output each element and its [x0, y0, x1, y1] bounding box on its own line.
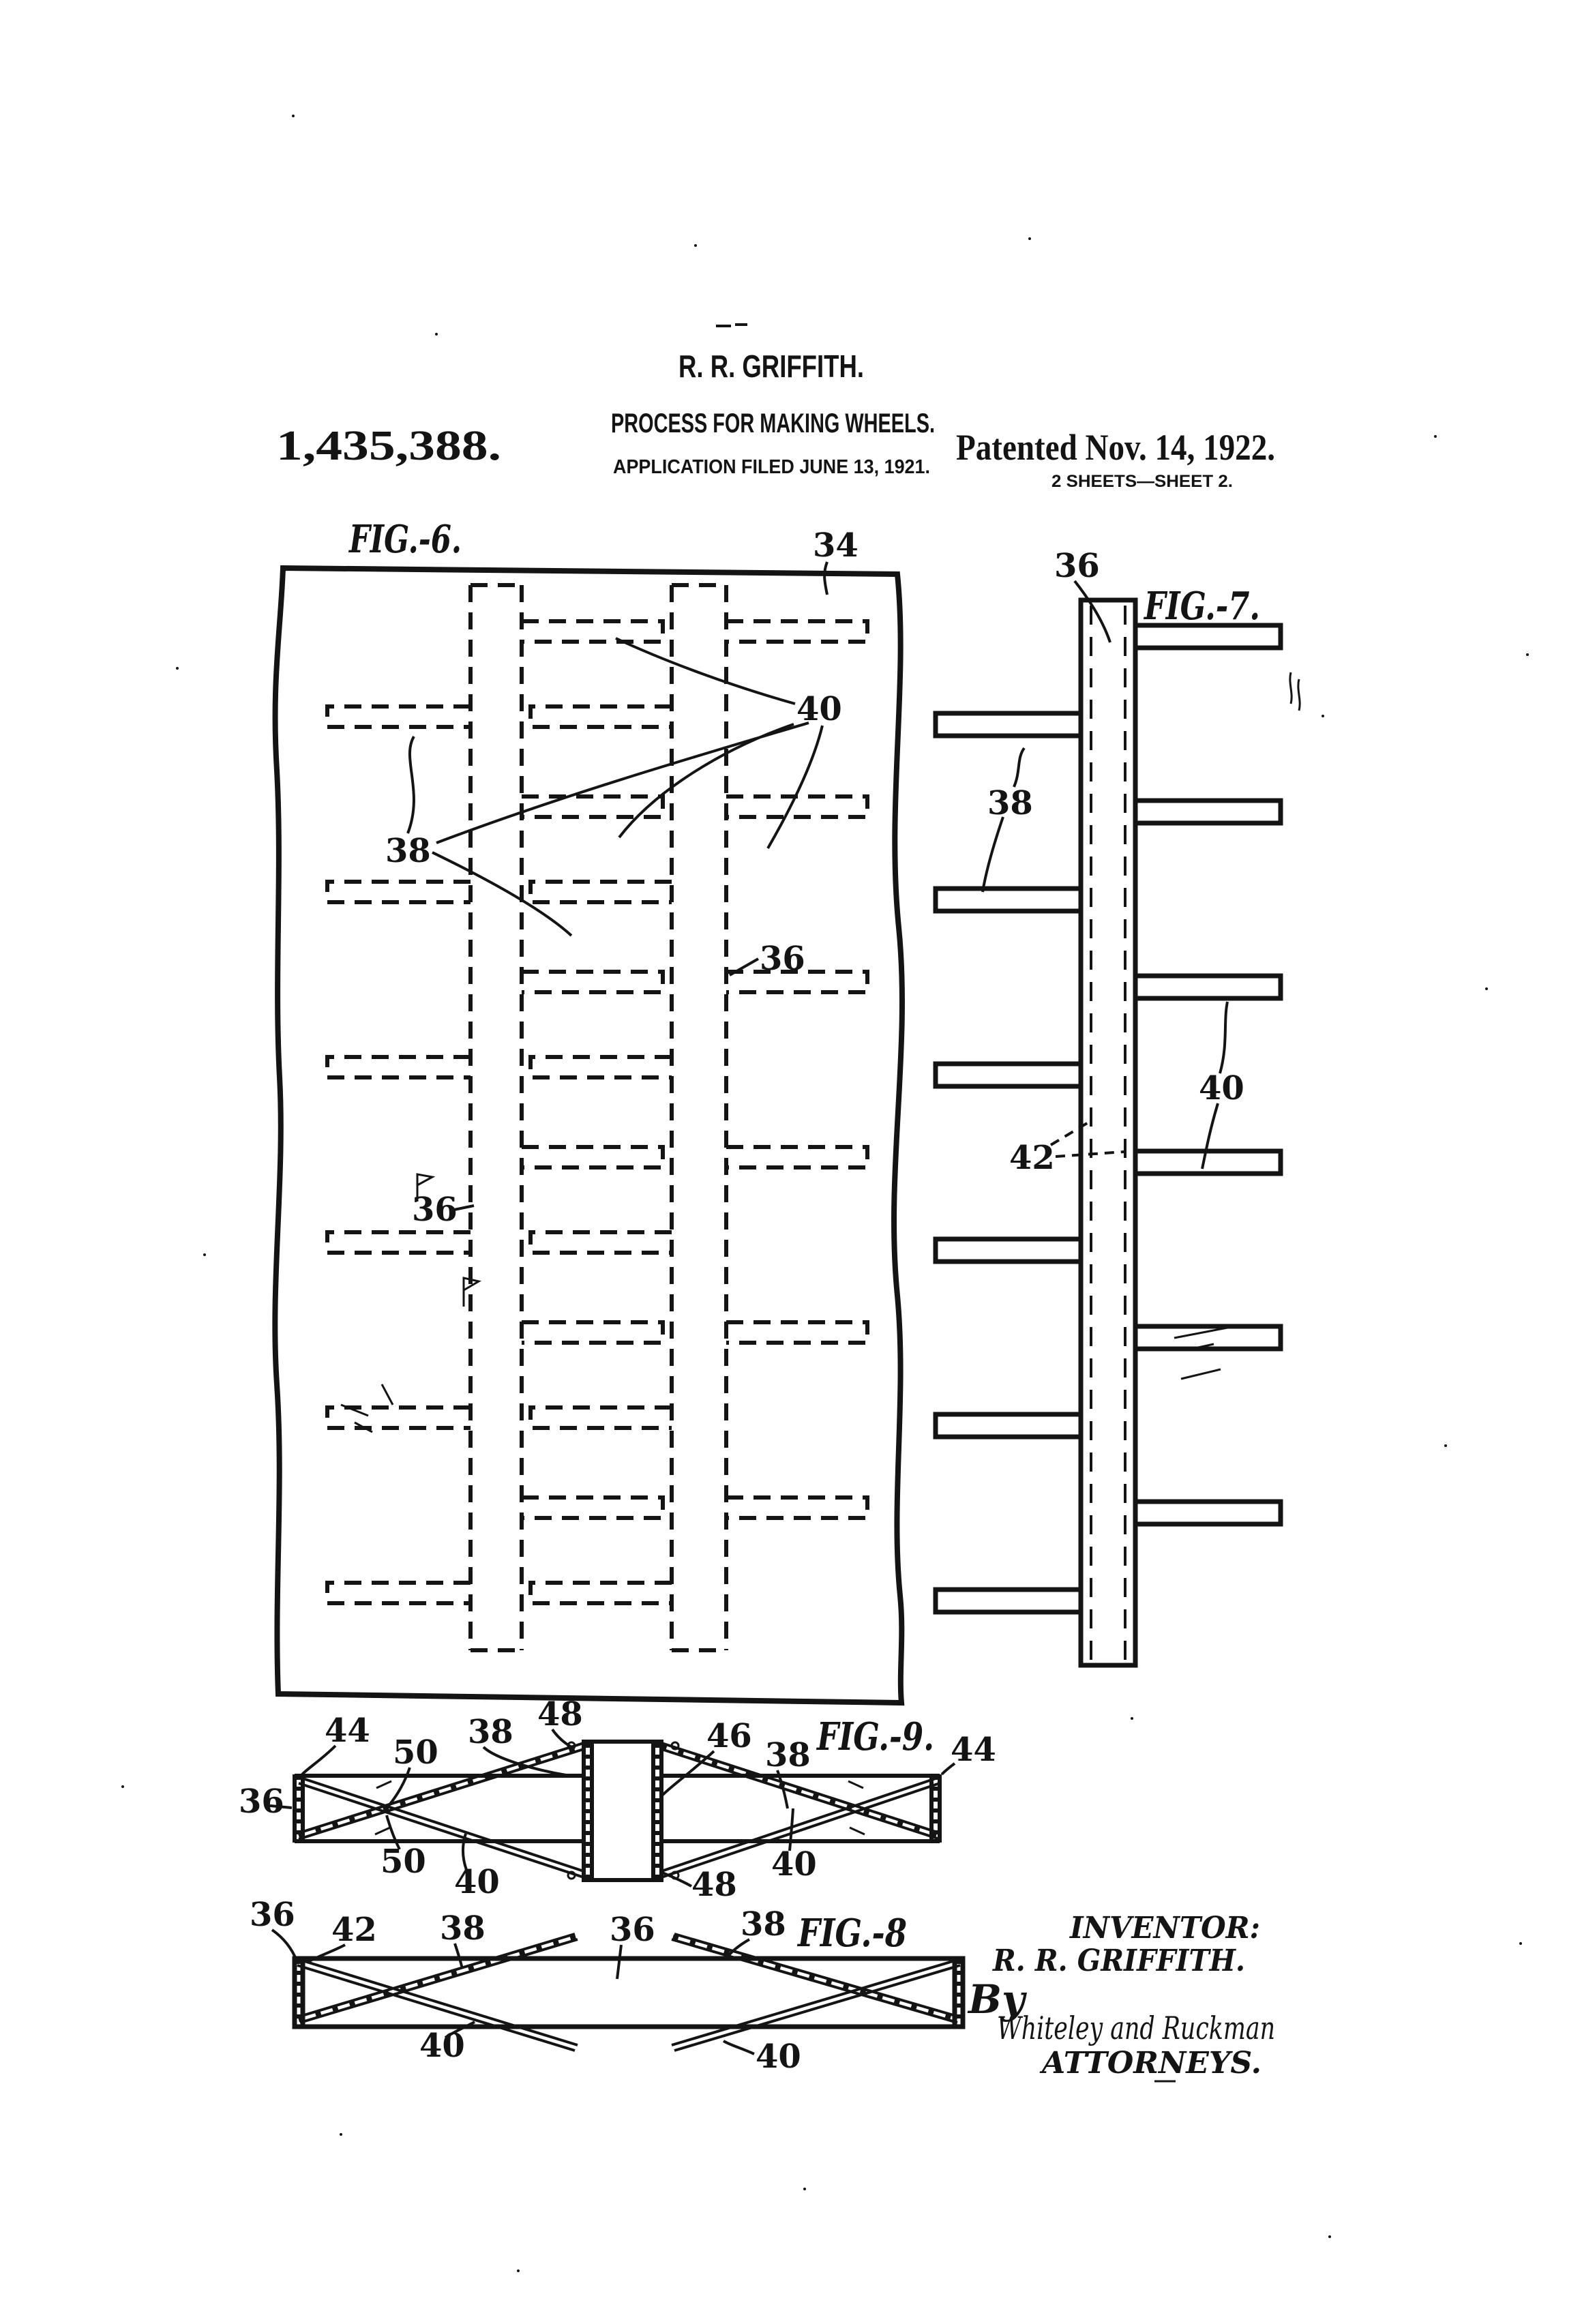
fig8-ref-38-right: 38 — [741, 1905, 786, 1943]
fig9-ref-44-left: 44 — [325, 1712, 370, 1750]
fig8-ref-40-left: 40 — [419, 2027, 465, 2065]
fig9-ref-38-right: 38 — [765, 1736, 811, 1774]
patented-date: Patented Nov. 14, 1922. — [956, 427, 1275, 468]
patent-number: 1,435,388. — [276, 423, 501, 469]
fig6-ref-36-left: 36 — [412, 1191, 458, 1229]
inventor-name: R. R. GRIFFITH. — [991, 1943, 1245, 1978]
fig7-label: FIG.-7. — [1143, 584, 1260, 629]
fig6-ref-38: 38 — [385, 832, 431, 870]
fig8-ref-36-left: 36 — [250, 1896, 295, 1934]
fig8-ref-38-left: 38 — [440, 1909, 486, 1948]
fig6-artifact-marks — [341, 1174, 479, 1432]
fig8-ref-40-right: 40 — [756, 2038, 801, 2076]
fig9-ref-40-right: 40 — [771, 1845, 817, 1883]
attorneys-label: ATTORNEYS. — [1039, 2046, 1262, 2081]
fig6-label: FIG.-6. — [348, 517, 462, 562]
fig7-fold-lines — [1091, 606, 1125, 1661]
fig6-sheet-outline — [275, 568, 902, 1703]
attorney-signature: Whiteley and Ruckman — [997, 2010, 1275, 2046]
fig7-ref-36: 36 — [1054, 547, 1100, 585]
fig9-ref-36: 36 — [239, 1783, 284, 1821]
fig6-ref-40: 40 — [796, 690, 842, 728]
fig7-break-marks — [1174, 672, 1300, 1379]
fig6-ref-34: 34 — [813, 526, 859, 565]
fig8-label: FIG.-8 — [796, 1911, 907, 1956]
fig9-rivet-mark — [672, 1742, 678, 1749]
figure-9 — [239, 1695, 996, 1904]
header-block — [276, 325, 1275, 491]
fig9-ref-46: 46 — [706, 1717, 752, 1755]
sheet-count: 2 SHEETS—SHEET 2. — [1051, 472, 1233, 491]
fig9-ref-40-left: 40 — [454, 1863, 500, 1901]
fig9-label: FIG.-9. — [816, 1714, 934, 1759]
fig6-blank-outlines — [327, 585, 867, 1650]
fig9-rivet-mark — [568, 1872, 575, 1879]
fig9-ref-50-lower: 50 — [380, 1843, 426, 1881]
fig8-ref-42: 42 — [331, 1911, 377, 1949]
patent-title: PROCESS FOR MAKING WHEELS. — [611, 408, 935, 438]
stray-dash-mark — [716, 325, 747, 326]
fig7-ref-38: 38 — [987, 784, 1033, 822]
fig9-ref-44-right: 44 — [951, 1731, 996, 1769]
inventor-heading: INVENTOR: — [1069, 1911, 1260, 1946]
by-label: By — [968, 1976, 1025, 2023]
fig6-ref-36-right: 36 — [760, 940, 805, 978]
fig7-dashed-leader-42 — [1051, 1120, 1124, 1157]
fig9-ref-48-top: 48 — [537, 1695, 583, 1733]
figure-7 — [936, 547, 1300, 1665]
figure-8 — [250, 1896, 963, 2076]
fig9-ref-48-bottom: 48 — [691, 1866, 737, 1904]
inventor-header: R. R. GRIFFITH. — [678, 348, 864, 384]
signature-block — [967, 1911, 1275, 2081]
fig7-leader-lines — [983, 581, 1227, 1169]
fig7-ref-42: 42 — [1009, 1139, 1055, 1177]
figure-6 — [275, 517, 902, 1703]
fig9-ref-38-left: 38 — [468, 1713, 513, 1751]
fig8-ref-36-mid: 36 — [610, 1911, 655, 1949]
application-line: APPLICATION FILED JUNE 13, 1921. — [613, 456, 930, 478]
fig9-ref-50-upper: 50 — [393, 1733, 438, 1772]
fig7-blank-outline — [936, 600, 1281, 1665]
fig7-ref-40: 40 — [1199, 1069, 1244, 1107]
